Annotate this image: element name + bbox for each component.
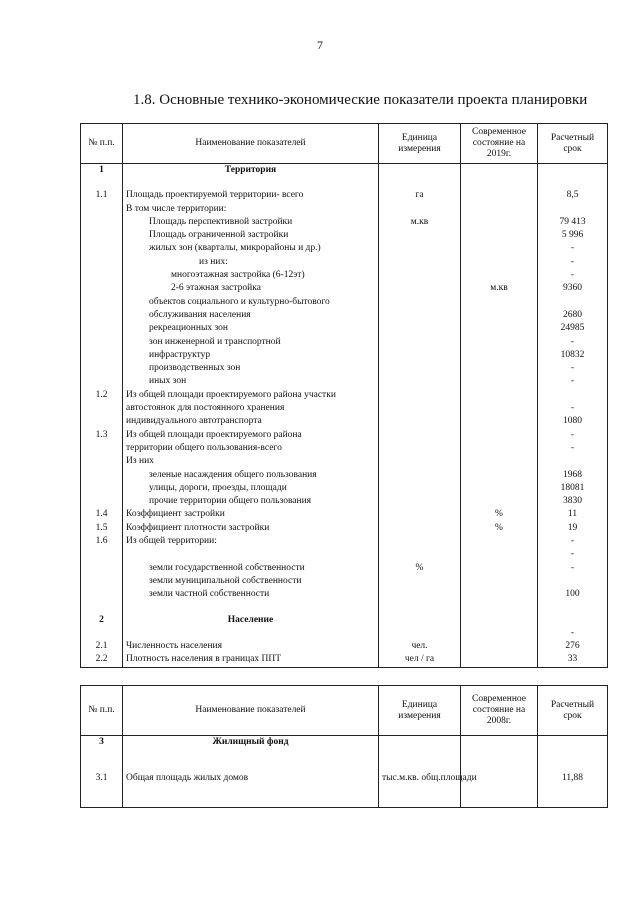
table-row	[81, 242, 608, 255]
indicator-name: Коэффициент плотности застройки	[123, 522, 379, 535]
row-number	[81, 588, 123, 601]
current-value: %	[461, 508, 538, 521]
current-value	[461, 203, 538, 216]
current-value	[461, 362, 538, 375]
indicator-name: улицы, дороги, проезды, площади	[123, 482, 379, 495]
table-row	[81, 588, 608, 601]
empty-cell	[379, 177, 461, 189]
indicator-name: земли государственной собственности	[123, 562, 379, 575]
projected-value	[538, 296, 608, 309]
unit-cell	[379, 256, 461, 269]
unit-cell: тыс.м.кв. общ.площади	[379, 772, 461, 808]
table-header-row	[81, 124, 608, 164]
current-value	[461, 495, 538, 508]
indicator-name: В том числе территории:	[123, 203, 379, 216]
indicator-name: многоэтажная застройка (6-12эт)	[123, 269, 379, 282]
table-row	[81, 269, 608, 282]
row-number	[81, 322, 123, 335]
indicator-name: Из общей площади проектируемого района участки	[123, 389, 379, 402]
row-number: 2.1	[81, 640, 123, 653]
table-row	[81, 522, 608, 535]
row-number	[81, 482, 123, 495]
projected-value: -	[538, 269, 608, 282]
current-value	[461, 455, 538, 468]
empty-cell	[123, 602, 379, 614]
projected-value: -	[538, 562, 608, 575]
unit-cell	[379, 375, 461, 388]
row-number: 1	[81, 164, 123, 178]
unit-cell	[379, 535, 461, 548]
indicator-name: объектов социального и культурно-бытового	[123, 296, 379, 309]
indicator-name: производственных зон	[123, 362, 379, 375]
projected-value: 2680	[538, 309, 608, 322]
current-value	[461, 296, 538, 309]
row-number: 3	[81, 736, 123, 772]
projected-value	[538, 203, 608, 216]
table-row	[81, 575, 608, 588]
current-value: %	[461, 522, 538, 535]
current-value	[461, 189, 538, 202]
table-row	[81, 508, 608, 521]
section-header-row	[81, 164, 608, 178]
unit-cell	[379, 482, 461, 495]
projected-value: 100	[538, 588, 608, 601]
indicator-name: зеленые насаждения общего пользования	[123, 469, 379, 482]
empty-cell	[461, 602, 538, 614]
current-value	[461, 429, 538, 442]
table-row	[81, 469, 608, 482]
current-value	[461, 216, 538, 229]
current-value	[461, 575, 538, 588]
current-value	[461, 389, 538, 402]
table-row	[81, 322, 608, 335]
indicator-name: Площадь перспективной застройки	[123, 216, 379, 229]
row-number: 3.1	[81, 772, 123, 808]
header-current: Современное состояние на 2008г.	[461, 686, 538, 736]
unit-cell	[379, 242, 461, 255]
projected-value: -	[538, 548, 608, 561]
row-number	[81, 229, 123, 242]
row-number	[81, 415, 123, 428]
current-value	[461, 653, 538, 667]
indicator-name: земли частной собственности	[123, 588, 379, 601]
current-value	[461, 256, 538, 269]
row-number: 1.6	[81, 535, 123, 548]
row-number: 1.3	[81, 429, 123, 442]
current-value	[461, 322, 538, 335]
indicator-name	[123, 548, 379, 561]
unit-cell: м.кв	[379, 216, 461, 229]
indicator-name: индивидуального автотранспорта	[123, 415, 379, 428]
empty-cell	[461, 177, 538, 189]
projected-value: 5 996	[538, 229, 608, 242]
section-header-row	[81, 736, 608, 772]
unit-cell	[379, 349, 461, 362]
empty-cell	[538, 602, 608, 614]
indicator-name: Из общей территории:	[123, 535, 379, 548]
indicator-name: Плотность населения в границах ППТ	[123, 653, 379, 667]
row-number	[81, 402, 123, 415]
unit-cell	[379, 614, 461, 627]
projected-value: 19	[538, 522, 608, 535]
empty-cell	[538, 177, 608, 189]
row-number	[81, 442, 123, 455]
row-number	[81, 362, 123, 375]
empty-cell	[81, 177, 123, 189]
indicator-name: обслуживания населения	[123, 309, 379, 322]
current-value	[461, 229, 538, 242]
current-value	[461, 415, 538, 428]
unit-cell	[379, 415, 461, 428]
unit-cell	[379, 269, 461, 282]
indicator-name: Площадь ограниченной застройки	[123, 229, 379, 242]
unit-cell	[379, 362, 461, 375]
unit-cell: чел.	[379, 640, 461, 653]
current-value	[461, 336, 538, 349]
indicator-name	[123, 627, 379, 640]
indicator-name: автостоянок для постоянного хранения	[123, 402, 379, 415]
current-value	[461, 588, 538, 601]
row-number	[81, 495, 123, 508]
unit-cell	[379, 322, 461, 335]
header-name: Наименование показателей	[123, 686, 379, 736]
row-number	[81, 282, 123, 295]
table-row	[81, 309, 608, 322]
unit-cell	[379, 282, 461, 295]
row-number	[81, 627, 123, 640]
empty-cell	[123, 177, 379, 189]
indicator-name: 2-6 этажная застройка	[123, 282, 379, 295]
projected-value: -	[538, 242, 608, 255]
table-row	[81, 349, 608, 362]
unit-cell	[379, 389, 461, 402]
projected-value: 1080	[538, 415, 608, 428]
projected-value: -	[538, 442, 608, 455]
indicators-table	[80, 123, 608, 668]
current-value	[461, 309, 538, 322]
unit-cell: чел / га	[379, 653, 461, 667]
projected-value: -	[538, 336, 608, 349]
housing-table	[80, 685, 608, 808]
indicator-name: зон инженерной и транспортной	[123, 336, 379, 349]
row-number: 1.1	[81, 189, 123, 202]
unit-cell	[379, 203, 461, 216]
header-name: Наименование показателей	[123, 124, 379, 164]
empty-cell	[379, 602, 461, 614]
unit-cell	[379, 588, 461, 601]
unit-cell	[379, 522, 461, 535]
table-row	[81, 627, 608, 640]
table-row	[81, 216, 608, 229]
table-row	[81, 336, 608, 349]
indicator-name: земли муниципальной собственности	[123, 575, 379, 588]
indicator-name: Из общей площади проектируемого района	[123, 429, 379, 442]
spacer-row	[81, 177, 608, 189]
table-row	[81, 415, 608, 428]
current-value	[461, 627, 538, 640]
projected-value: -	[538, 256, 608, 269]
indicator-name: Общая площадь жилых домов	[123, 772, 379, 808]
current-value	[461, 614, 538, 627]
header-unit: Единица измерения	[379, 686, 461, 736]
indicator-name: жилых зон (кварталы, микрорайоны и др.)	[123, 242, 379, 255]
row-number: 1.4	[81, 508, 123, 521]
unit-cell	[379, 548, 461, 561]
row-number	[81, 469, 123, 482]
projected-value	[538, 575, 608, 588]
table-header-row	[81, 686, 608, 736]
unit-cell	[379, 229, 461, 242]
current-value: м.кв	[461, 282, 538, 295]
current-value	[461, 402, 538, 415]
row-number	[81, 256, 123, 269]
projected-value: 9360	[538, 282, 608, 295]
row-number: 2	[81, 614, 123, 627]
unit-cell	[379, 164, 461, 178]
row-number	[81, 562, 123, 575]
indicator-name: Из них	[123, 455, 379, 468]
indicator-name: территории общего пользования-всего	[123, 442, 379, 455]
current-value	[461, 469, 538, 482]
projected-value: 8,5	[538, 189, 608, 202]
table-row	[81, 189, 608, 202]
projected-value: 11,88	[538, 772, 608, 808]
projected-value: 33	[538, 653, 608, 667]
row-number	[81, 269, 123, 282]
current-value	[461, 548, 538, 561]
table-row	[81, 375, 608, 388]
unit-cell	[379, 495, 461, 508]
header-num: № п.п.	[81, 124, 123, 164]
row-number: 1.5	[81, 522, 123, 535]
table-row	[81, 362, 608, 375]
table-row	[81, 772, 608, 808]
projected-value: 24985	[538, 322, 608, 335]
table-row	[81, 203, 608, 216]
row-number	[81, 336, 123, 349]
projected-value	[538, 164, 608, 178]
projected-value: 10832	[538, 349, 608, 362]
unit-cell	[379, 575, 461, 588]
current-value	[461, 349, 538, 362]
table-row	[81, 256, 608, 269]
unit-cell	[379, 508, 461, 521]
row-number	[81, 216, 123, 229]
projected-value: -	[538, 429, 608, 442]
unit-cell: %	[379, 562, 461, 575]
indicator-name: из них:	[123, 256, 379, 269]
projected-value	[538, 389, 608, 402]
current-value	[461, 242, 538, 255]
current-value	[461, 640, 538, 653]
table-row	[81, 482, 608, 495]
row-number	[81, 296, 123, 309]
projected-value: 276	[538, 640, 608, 653]
indicator-name: Площадь проектируемой территории- всего	[123, 189, 379, 202]
section-name: Жилищный фонд	[123, 736, 379, 772]
row-number	[81, 575, 123, 588]
unit-cell	[379, 309, 461, 322]
projected-value	[538, 736, 608, 772]
table-row	[81, 429, 608, 442]
projected-value: -	[538, 362, 608, 375]
current-value	[461, 269, 538, 282]
row-number: 1.2	[81, 389, 123, 402]
unit-cell	[379, 402, 461, 415]
indicator-name: Коэффициент застройки	[123, 508, 379, 521]
current-value	[461, 562, 538, 575]
current-value	[461, 736, 538, 772]
indicator-name: Численность населения	[123, 640, 379, 653]
current-value	[461, 535, 538, 548]
projected-value: 18081	[538, 482, 608, 495]
table-row	[81, 296, 608, 309]
indicator-name: инфраструктур	[123, 349, 379, 362]
header-projected: Расчетный срок	[538, 686, 608, 736]
projected-value: 3830	[538, 495, 608, 508]
header-current: Современное состояние на 2019г.	[461, 124, 538, 164]
unit-cell: га	[379, 189, 461, 202]
empty-cell	[81, 602, 123, 614]
table-row	[81, 535, 608, 548]
unit-cell	[379, 627, 461, 640]
unit-cell	[379, 442, 461, 455]
projected-value: -	[538, 375, 608, 388]
row-number: 2.2	[81, 653, 123, 667]
spacer-row	[81, 602, 608, 614]
current-value	[461, 375, 538, 388]
header-unit: Единица измерения	[379, 124, 461, 164]
row-number	[81, 309, 123, 322]
header-num: № п.п.	[81, 686, 123, 736]
unit-cell	[379, 296, 461, 309]
row-number	[81, 203, 123, 216]
projected-value: 1968	[538, 469, 608, 482]
current-value	[461, 442, 538, 455]
table-row	[81, 548, 608, 561]
table-row	[81, 562, 608, 575]
table-row	[81, 495, 608, 508]
projected-value: 79 413	[538, 216, 608, 229]
current-value	[461, 482, 538, 495]
projected-value: -	[538, 402, 608, 415]
table-row	[81, 455, 608, 468]
section-name: Население	[123, 614, 379, 627]
section-title: 1.8. Основные технико-экономические показатели проекта планировки	[133, 92, 588, 108]
table-row	[81, 653, 608, 667]
header-projected: Расчетный срок	[538, 124, 608, 164]
table-row	[81, 282, 608, 295]
section-name: Территория	[123, 164, 379, 178]
current-value	[461, 164, 538, 178]
row-number	[81, 349, 123, 362]
unit-cell	[379, 469, 461, 482]
projected-value: -	[538, 535, 608, 548]
projected-value: -	[538, 627, 608, 640]
table-row	[81, 640, 608, 653]
projected-value	[538, 455, 608, 468]
page-number: 7	[317, 38, 323, 52]
table-row	[81, 229, 608, 242]
row-number	[81, 242, 123, 255]
table-row	[81, 389, 608, 402]
indicator-name: иных зон	[123, 375, 379, 388]
projected-value	[538, 614, 608, 627]
row-number	[81, 455, 123, 468]
unit-cell	[379, 336, 461, 349]
unit-cell	[379, 455, 461, 468]
unit-cell	[379, 429, 461, 442]
row-number	[81, 548, 123, 561]
row-number	[81, 375, 123, 388]
projected-value: 11	[538, 508, 608, 521]
indicator-name: рекреационных зон	[123, 322, 379, 335]
section-header-row	[81, 614, 608, 627]
indicator-name: прочие территории общего пользования	[123, 495, 379, 508]
table-row	[81, 442, 608, 455]
table-row	[81, 402, 608, 415]
unit-cell	[379, 736, 461, 772]
